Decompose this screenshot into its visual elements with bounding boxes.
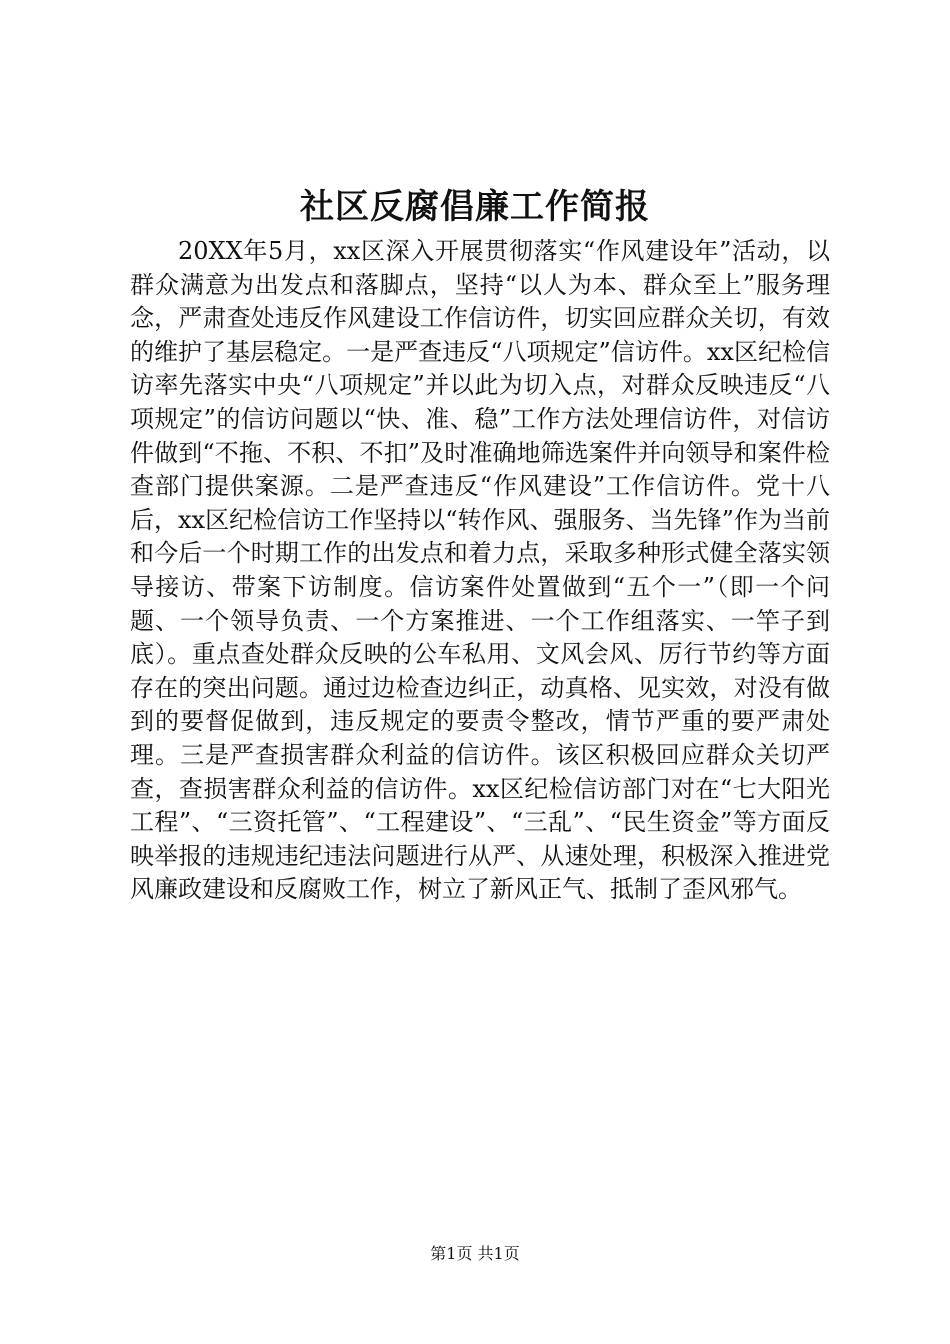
document-body-paragraph: 20XX年5月，xx区深入开展贯彻落实“作风建设年”活动，以群众满意为出发点和落脚点，坚持“以人为本、群众至上”服务理念，严肃查处违反作风建设工作信访件，切实回应群众关切，有效的维护了基层稳定。一是严查违反“八项规定”信访件。xx区纪检信访率先落实中央“八项规定”并以此为切入点，对群众反映违反“八项规定”的信访问题以“快、准、稳”工作方法处理信访件，对信访件做到“不拖、不积、不扣”及时准确地筛选案件并向领导和案件检查部门提供案源。二是严查违反“作风建设”工作信访件。党十八后，xx区纪检信访工作坚持以“转作风、强服务、当先锋”作为当前和今后一个时期工作的出发点和着力点，采取多种形式健全落实领导接访、带案下访制度。信访案件处置做到“五个一”（即一个问题、一个领导负责、一个方案推进、一个工作组落实、一竿子到底）。重点查处群众反映的公车私用、文风会风、厉行节约等方面存在的突出问题。通过边检查边纠正，动真格、见实效，对没有做到的要督促做到，违反规定的要责令整改，情节严重的要严肃处理。三是严查损害群众利益的信访件。该区积极回应群众关切严查，查损害群众利益的信访件。xx区纪检信访部门对在“七大阳光工程”、“三资托管”、“工程建设”、“三乱”、“民生资金”等方面反映举报的违规违纪违法问题进行从严、从速处理，积极深入推进党风廉政建设和反腐败工作，树立了新风正气、抵制了歪风邪气。	[130, 237, 830, 904]
document-title: 社区反腐倡廉工作简报	[300, 187, 650, 227]
page-footer: 第1页 共1页	[430, 1244, 520, 1263]
